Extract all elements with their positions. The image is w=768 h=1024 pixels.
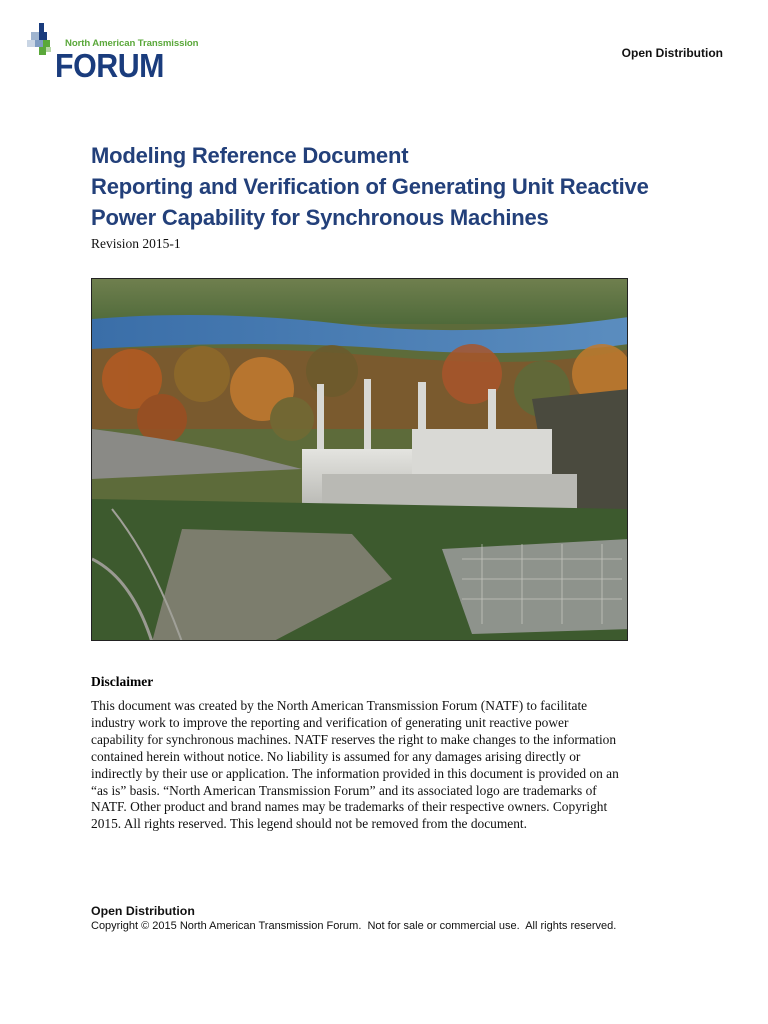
natf-logo [27,23,197,83]
disclaimer-line: contained herein without notice. No liability is assumed for any damages arising directly or [91,748,581,764]
disclaimer-heading: Disclaimer [91,674,154,689]
disclaimer-body [91,698,681,833]
document-title-line-1: Modeling Reference Document [91,143,409,168]
footer-copyright: Copyright © 2015 North American Transmission Forum. Not for sale or commercial use. All rights reserved. [91,920,617,932]
page-footer [91,904,711,932]
disclaimer-line: This document was created by the North American Transmission Forum (NATF) to facilitate [91,698,588,713]
disclaimer-line: NATF. Other product and brand names may be trademarks of their respective owners. Copyright [91,799,608,815]
disclaimer-line: “as is” basis. “North American Transmission Forum” and its associated logo are trademarks of [91,782,597,798]
document-title-line-2: Reporting and Verification of Generating Unit Reactive [91,174,649,199]
disclaimer-line: indirectly by their use or application. The information provided in this document is provided on an [91,765,619,781]
disclaimer-line: capability for synchronous machines. NATF reserves the right to make changes to the information [91,731,617,747]
disclaimer-line: 2015. All rights reserved. This legend should not be removed from the document. [91,816,527,832]
cover-photo [91,278,628,641]
disclaimer-line: industry work to improve the reporting and verification of generating unit reactive power [91,714,569,730]
header-distribution-label: Open Distribution [621,46,723,60]
logo-forum-word: FORUM [55,47,165,84]
logo-org-name: North American Transmission [65,38,199,49]
power-plant-photo-icon [92,279,628,641]
disclaimer-section [91,674,681,833]
document-title-block [91,140,711,252]
revision-label: Revision 2015-1 [91,236,181,251]
footer-distribution-label: Open Distribution [91,904,195,918]
document-title-line-3: Power Capability for Synchronous Machines [91,205,549,230]
